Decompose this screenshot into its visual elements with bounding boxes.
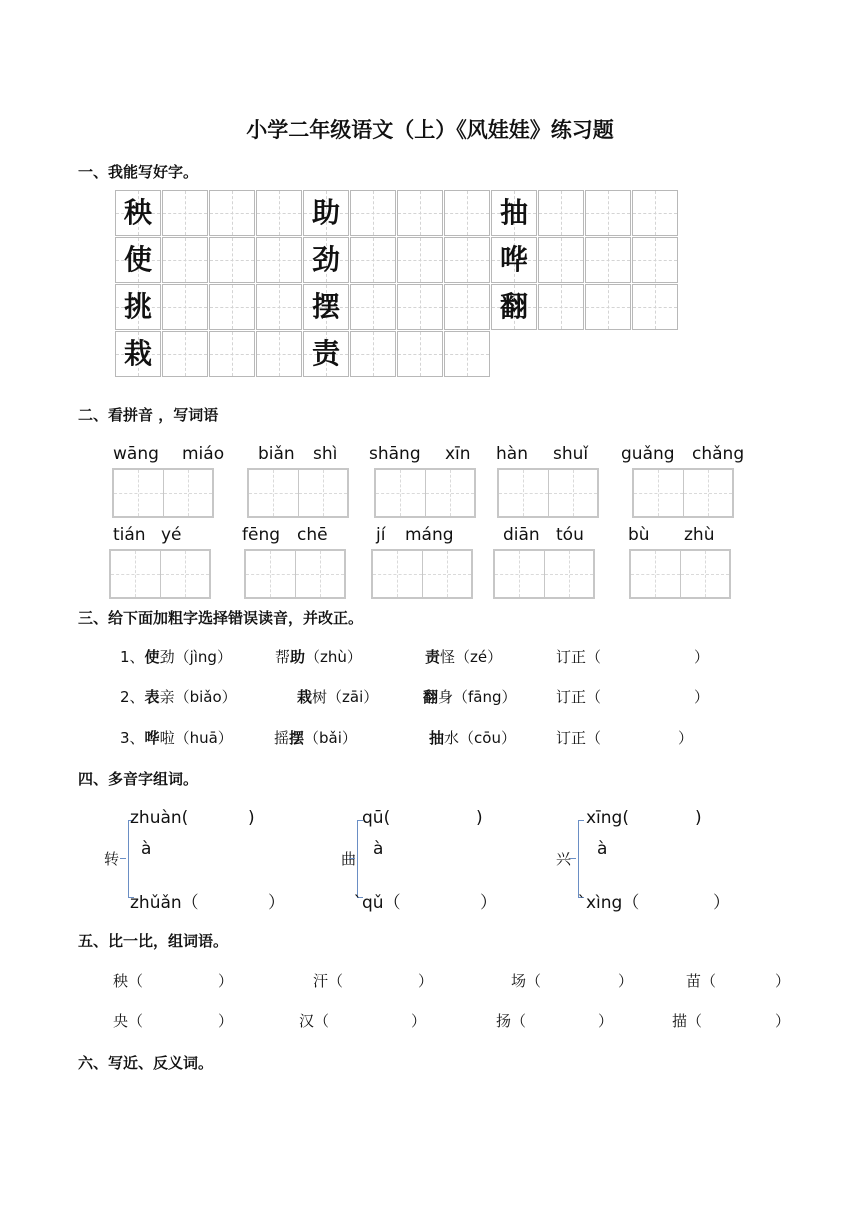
pinyin-bottom: zhǔǎn（	[130, 893, 199, 913]
grid-cell	[350, 190, 396, 236]
correction-label: 订正（	[556, 648, 602, 666]
pinyin-reading: （cōu）	[459, 729, 516, 747]
grid-cell	[209, 331, 255, 377]
pinyin-syllable: diān	[503, 525, 540, 545]
pinyin-reading: （huā）	[174, 729, 233, 747]
word-box-cell	[299, 470, 348, 516]
section-2-heading: 二、看拼音 ，写词语	[78, 406, 219, 424]
pinyin-syllable: hàn	[496, 444, 528, 464]
bold-char: 使	[144, 648, 160, 666]
pronunciation-word	[425, 646, 502, 667]
word-box	[244, 549, 346, 599]
grid-cell	[397, 237, 443, 283]
grid-cell	[209, 190, 255, 236]
model-character: 助	[311, 196, 340, 229]
paren-close: )	[476, 808, 483, 828]
page-title: 小学二年级语文（上）《风娃娃》练习题	[246, 118, 614, 142]
pronunciation-word	[275, 646, 362, 667]
word-box-cell	[634, 470, 684, 516]
word-box	[374, 468, 476, 518]
pinyin-syllable: zhù	[684, 525, 715, 545]
word-box-cell	[296, 551, 345, 597]
grid-cell	[585, 284, 631, 330]
char: 水	[444, 729, 460, 747]
pronunciation-word	[429, 727, 516, 748]
word-box-cell	[499, 470, 549, 516]
word-box-cell	[423, 551, 472, 597]
paren-close: ）	[218, 1012, 234, 1030]
bold-char: 栽	[297, 688, 313, 706]
pinyin-syllable: chē	[297, 525, 328, 545]
grid-cell	[256, 190, 302, 236]
bracket-tick	[349, 858, 355, 859]
char: 摇	[274, 729, 290, 747]
bold-char: 哗	[144, 729, 160, 747]
compare-char: 秧（	[113, 972, 144, 990]
char: 身	[438, 688, 454, 706]
word-box	[493, 549, 595, 599]
grid-cell	[538, 190, 584, 236]
word-box-cell	[246, 551, 296, 597]
bold-char: 表	[144, 688, 160, 706]
word-box-cell	[631, 551, 681, 597]
word-box	[497, 468, 599, 518]
pinyin-reading: （jìng）	[174, 648, 232, 666]
section-1-heading: 一、我能写好字。	[78, 163, 199, 181]
pinyin-syllable: tián	[113, 525, 146, 545]
model-character: 哗	[499, 243, 528, 276]
pinyin-top: xīng(	[586, 808, 629, 828]
char: 劲	[159, 648, 175, 666]
pinyin-syllable: miáo	[182, 444, 225, 464]
compare-char: 描（	[672, 1012, 703, 1030]
word-box-cell	[114, 470, 164, 516]
model-character: 挑	[123, 290, 152, 323]
word-box	[109, 549, 211, 599]
pinyin-bottom: ̀qǔ（	[362, 893, 401, 913]
bracket-tick	[570, 858, 576, 859]
bold-char: 摆	[289, 729, 305, 747]
paren-close: ）	[775, 1012, 791, 1030]
compare-char: 苗（	[686, 972, 717, 990]
correction-label: 订正（	[556, 729, 602, 747]
bracket	[578, 820, 584, 898]
paren-close: ）	[598, 1012, 614, 1030]
char: 啦	[159, 729, 175, 747]
pronunciation-word	[274, 727, 357, 748]
polyphone-char: 兴	[556, 850, 572, 868]
model-character: 摆	[311, 290, 340, 323]
grid-cell	[397, 190, 443, 236]
grid-cell	[256, 284, 302, 330]
paren-close: )	[695, 808, 702, 828]
model-character: 翻	[499, 290, 528, 323]
pinyin-syllable: yé	[161, 525, 182, 545]
word-box-cell	[545, 551, 594, 597]
pinyin-top: zhuàn(	[130, 808, 189, 828]
grid-cell	[350, 331, 396, 377]
section-3-heading: 三、给下面加粗字选择错误读音，并改正。	[78, 609, 364, 627]
char: 亲	[159, 688, 175, 706]
pinyin-mark: à	[373, 839, 384, 859]
word-box-cell	[376, 470, 426, 516]
word-box-cell	[161, 551, 210, 597]
grid-cell	[632, 237, 678, 283]
grid-cell	[444, 237, 490, 283]
model-character: 栽	[123, 337, 152, 370]
pronunciation-word	[297, 686, 378, 707]
pinyin-mark: à	[597, 839, 608, 859]
pinyin-syllable: jí	[376, 525, 386, 545]
grid-cell	[444, 331, 490, 377]
pinyin-reading: （zāi）	[327, 688, 379, 706]
paren-close: ）	[775, 972, 791, 990]
model-character: 责	[311, 337, 340, 370]
grid-cell	[162, 237, 208, 283]
pinyin-syllable: shuǐ	[553, 444, 589, 464]
grid-cell	[350, 237, 396, 283]
word-box-cell	[681, 551, 730, 597]
bold-char: 翻	[423, 688, 439, 706]
grid-cell	[397, 284, 443, 330]
pinyin-syllable: bù	[628, 525, 650, 545]
section-4-heading: 四、多音字组词。	[78, 770, 199, 788]
paren-close: )	[248, 808, 255, 828]
grid-cell	[162, 331, 208, 377]
pinyin-reading: （fāng）	[453, 688, 517, 706]
model-character: 秧	[123, 196, 152, 229]
grid-cell	[538, 284, 584, 330]
word-box	[632, 468, 734, 518]
pinyin-syllable: máng	[405, 525, 454, 545]
paren-close: ）	[411, 1012, 427, 1030]
polyphone-char: 转	[104, 850, 120, 868]
char: 怪	[440, 648, 456, 666]
line-number: 3、	[120, 729, 145, 747]
pinyin-reading: （zé）	[455, 648, 503, 666]
paren-close: ）	[618, 972, 634, 990]
line-number: 2、	[120, 688, 145, 706]
word-box-cell	[495, 551, 545, 597]
char: 树	[312, 688, 328, 706]
grid-cell	[209, 237, 255, 283]
bold-char: 抽	[429, 729, 445, 747]
pinyin-top: qū(	[362, 808, 391, 828]
word-box	[112, 468, 214, 518]
pronunciation-line	[120, 727, 233, 748]
word-box	[371, 549, 473, 599]
section-6-heading: 六、写近、反义词。	[78, 1054, 214, 1072]
compare-char: 央（	[113, 1012, 144, 1030]
grid-cell	[444, 284, 490, 330]
polyphone-char: 曲	[341, 850, 357, 868]
word-box-cell	[164, 470, 213, 516]
word-box-cell	[111, 551, 161, 597]
grid-cell	[538, 237, 584, 283]
grid-cell	[256, 237, 302, 283]
word-box-cell	[249, 470, 299, 516]
pinyin-reading: （biǎo）	[174, 688, 237, 706]
pinyin-syllable: biǎn	[258, 444, 295, 464]
grid-cell	[585, 190, 631, 236]
paren-close: ）	[713, 893, 730, 913]
pinyin-reading: （bǎi）	[304, 729, 357, 747]
pinyin-mark: à	[141, 839, 152, 859]
word-box-cell	[684, 470, 733, 516]
word-box-cell	[426, 470, 475, 516]
pinyin-syllable: shāng	[369, 444, 421, 464]
compare-char: 汉（	[299, 1012, 330, 1030]
paren-close: ）	[418, 972, 434, 990]
grid-cell	[350, 284, 396, 330]
grid-cell	[256, 331, 302, 377]
model-character: 抽	[499, 196, 528, 229]
section-5-heading: 五、比一比，组词语。	[78, 932, 229, 950]
correction-close: ）	[694, 688, 710, 706]
pinyin-syllable: chǎng	[692, 444, 745, 464]
grid-cell	[397, 331, 443, 377]
correction-close: ）	[694, 648, 710, 666]
correction-close: ）	[678, 729, 694, 747]
pinyin-syllable: xīn	[445, 444, 471, 464]
model-character: 劲	[311, 243, 340, 276]
pronunciation-word	[423, 686, 517, 707]
bracket	[128, 820, 134, 898]
pronunciation-line	[120, 646, 232, 667]
compare-char: 汗（	[313, 972, 344, 990]
pronunciation-line	[120, 686, 237, 707]
paren-close: ）	[480, 893, 497, 913]
grid-cell	[209, 284, 255, 330]
word-box-cell	[373, 551, 423, 597]
grid-cell	[585, 237, 631, 283]
grid-cell	[162, 284, 208, 330]
bold-char: 助	[290, 648, 306, 666]
pinyin-syllable: fēng	[242, 525, 281, 545]
word-box	[247, 468, 349, 518]
char: 帮	[275, 648, 291, 666]
word-box-cell	[549, 470, 598, 516]
bold-char: 责	[425, 648, 441, 666]
pinyin-syllable: wāng	[113, 444, 159, 464]
correction-label: 订正（	[556, 688, 602, 706]
pinyin-reading: （zhù）	[305, 648, 362, 666]
line-number: 1、	[120, 648, 145, 666]
paren-close: ）	[268, 893, 285, 913]
grid-cell	[632, 284, 678, 330]
compare-char: 场（	[511, 972, 542, 990]
paren-close: ）	[218, 972, 234, 990]
model-character: 使	[123, 243, 152, 276]
pinyin-bottom: ̀xìng（	[586, 893, 640, 913]
bracket	[357, 820, 363, 898]
writing-grid	[115, 190, 677, 382]
pinyin-syllable: tóu	[556, 525, 584, 545]
pinyin-syllable: guǎng	[621, 444, 675, 464]
bracket-tick	[120, 858, 126, 859]
grid-cell	[632, 190, 678, 236]
compare-char: 扬（	[496, 1012, 527, 1030]
pinyin-syllable: shì	[313, 444, 338, 464]
grid-cell	[162, 190, 208, 236]
grid-cell	[444, 190, 490, 236]
word-box	[629, 549, 731, 599]
